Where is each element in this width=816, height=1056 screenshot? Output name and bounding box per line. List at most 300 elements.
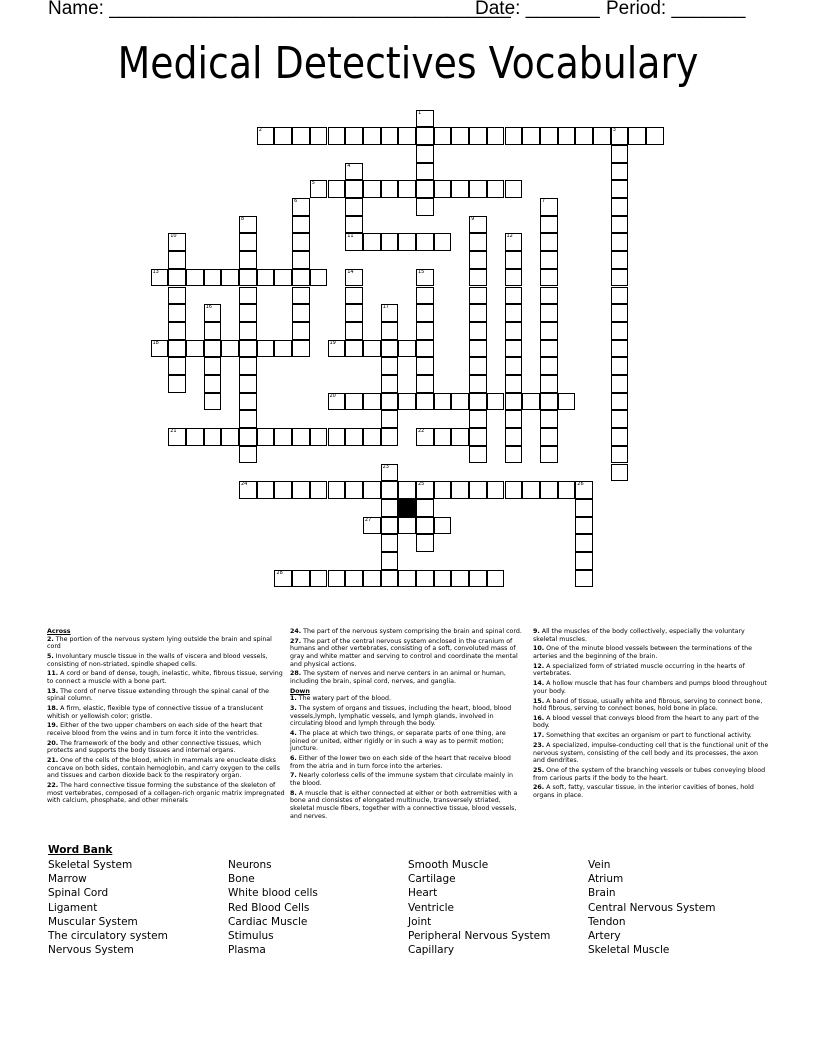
- crossword-cell[interactable]: [505, 304, 523, 322]
- crossword-cell[interactable]: [381, 464, 399, 482]
- crossword-cell[interactable]: [505, 287, 523, 305]
- crossword-cell[interactable]: [363, 180, 381, 198]
- word-bank-column: [588, 858, 715, 957]
- crossword-cell[interactable]: [239, 410, 257, 428]
- crossword-cell[interactable]: [292, 127, 310, 145]
- crossword-cell[interactable]: [593, 127, 611, 145]
- crossword-cell[interactable]: [540, 127, 558, 145]
- crossword-cell[interactable]: [381, 481, 399, 499]
- crossword-cell[interactable]: [363, 517, 381, 535]
- crossword-cell[interactable]: [611, 322, 629, 340]
- crossword-cell[interactable]: [274, 428, 292, 446]
- word-bank-item: Artery: [588, 930, 621, 943]
- crossword-cell[interactable]: [239, 287, 257, 305]
- crossword-cell[interactable]: [451, 180, 469, 198]
- crossword-cell[interactable]: [345, 269, 363, 287]
- crossword-cell[interactable]: [274, 481, 292, 499]
- crossword-cell[interactable]: [239, 357, 257, 375]
- clue-text: The system of organs and tissues, including the heart, blood, blood vessels,lymph, lymphatic vessels, and lymph glands, involved in circulating blood and lymph through the body.: [290, 705, 512, 728]
- crossword-cell[interactable]: [345, 428, 363, 446]
- crossword-cell[interactable]: [239, 304, 257, 322]
- crossword-cell[interactable]: [204, 340, 222, 358]
- crossword-cell[interactable]: [540, 216, 558, 234]
- crossword-cell[interactable]: [239, 393, 257, 411]
- crossword-cell[interactable]: [505, 233, 523, 251]
- crossword-cell[interactable]: [168, 375, 186, 393]
- crossword-cell[interactable]: [274, 340, 292, 358]
- crossword-cell[interactable]: [257, 340, 275, 358]
- crossword-cell[interactable]: [310, 127, 328, 145]
- crossword-cell[interactable]: [505, 375, 523, 393]
- clue-number: 15: [418, 268, 425, 275]
- crossword-cell[interactable]: [469, 375, 487, 393]
- crossword-cell[interactable]: [505, 340, 523, 358]
- crossword-cell[interactable]: [416, 534, 434, 552]
- crossword-cell[interactable]: [345, 570, 363, 588]
- crossword-cell[interactable]: [381, 340, 399, 358]
- crossword-cell[interactable]: [469, 233, 487, 251]
- crossword-cell[interactable]: [381, 428, 399, 446]
- crossword-cell[interactable]: [469, 393, 487, 411]
- crossword-cell[interactable]: [168, 340, 186, 358]
- crossword-cell[interactable]: [186, 428, 204, 446]
- clue: [47, 782, 285, 805]
- crossword-cell[interactable]: [292, 251, 310, 269]
- crossword-cell[interactable]: [363, 481, 381, 499]
- crossword-cell[interactable]: [540, 198, 558, 216]
- crossword-cell[interactable]: [540, 322, 558, 340]
- crossword-cell[interactable]: [434, 428, 452, 446]
- crossword-cell[interactable]: [416, 499, 434, 517]
- crossword-cell[interactable]: [611, 233, 629, 251]
- crossword-cell[interactable]: [487, 180, 505, 198]
- crossword-cell[interactable]: [416, 233, 434, 251]
- crossword-cell[interactable]: [292, 233, 310, 251]
- crossword-cell[interactable]: [522, 393, 540, 411]
- crossword-cell[interactable]: [345, 393, 363, 411]
- crossword-cell[interactable]: [469, 570, 487, 588]
- crossword-cell[interactable]: [416, 287, 434, 305]
- crossword-cell[interactable]: [505, 357, 523, 375]
- crossword-cell[interactable]: [416, 357, 434, 375]
- crossword-cell[interactable]: [328, 127, 346, 145]
- crossword-cell[interactable]: [292, 198, 310, 216]
- crossword-cell[interactable]: [381, 357, 399, 375]
- crossword-cell[interactable]: [487, 481, 505, 499]
- crossword-cell[interactable]: [310, 570, 328, 588]
- clue: [290, 755, 522, 770]
- crossword-cell[interactable]: [469, 428, 487, 446]
- crossword-cell[interactable]: [611, 393, 629, 411]
- crossword-cell[interactable]: [363, 127, 381, 145]
- crossword-cell[interactable]: [434, 517, 452, 535]
- crossword-cell[interactable]: [168, 251, 186, 269]
- crossword-cell[interactable]: [292, 322, 310, 340]
- crossword-cell[interactable]: [328, 340, 346, 358]
- crossword-cell[interactable]: [434, 570, 452, 588]
- crossword-cell[interactable]: [381, 180, 399, 198]
- crossword-cell[interactable]: [416, 180, 434, 198]
- crossword-cell[interactable]: [540, 410, 558, 428]
- crossword-cell[interactable]: [540, 304, 558, 322]
- crossword-cell[interactable]: [204, 304, 222, 322]
- clue-number: 20.: [47, 739, 59, 747]
- crossword-cell[interactable]: [381, 517, 399, 535]
- crossword-cell[interactable]: [221, 340, 239, 358]
- crossword-cell[interactable]: [274, 127, 292, 145]
- crossword-cell[interactable]: [416, 304, 434, 322]
- clue: [290, 638, 522, 668]
- crossword-cell[interactable]: [611, 145, 629, 163]
- crossword-cell[interactable]: [540, 251, 558, 269]
- crossword-cell[interactable]: [451, 393, 469, 411]
- crossword-cell[interactable]: [168, 428, 186, 446]
- crossword-cell[interactable]: [363, 340, 381, 358]
- crossword-cell[interactable]: [398, 233, 416, 251]
- crossword-cell[interactable]: [204, 428, 222, 446]
- word-bank-item: Vein: [588, 859, 611, 871]
- crossword-cell[interactable]: [151, 340, 169, 358]
- crossword-cell[interactable]: [239, 251, 257, 269]
- clue-number: 20: [329, 392, 336, 399]
- clue-text: Either of the lower two on each side of the heart that receive blood from the atria and in turn force into the arteries.: [290, 755, 511, 770]
- crossword-cell[interactable]: [292, 287, 310, 305]
- clue-text: The system of nerves and nerve centers in an animal or human, including the brain, spinal cord, nerves, and ganglia.: [290, 670, 506, 685]
- crossword-cell[interactable]: [540, 428, 558, 446]
- crossword-cell[interactable]: [416, 163, 434, 181]
- crossword-cell[interactable]: [381, 570, 399, 588]
- word-bank-item: Spinal Cord: [48, 887, 109, 900]
- clue-text: The part of the central nervous system enclosed in the cranium of humans and other vertebrates, consisting of a soft, convoluted mass of gray and white matter and serving to control and coordinate the mental and physical actions.: [290, 637, 518, 668]
- crossword-cell[interactable]: [381, 534, 399, 552]
- crossword-cell[interactable]: [416, 127, 434, 145]
- clue-number: 3.: [290, 705, 297, 713]
- word-bank-item: The circulatory system: [48, 930, 168, 943]
- crossword-cell[interactable]: [398, 393, 416, 411]
- crossword-cell[interactable]: [204, 375, 222, 393]
- crossword-cell[interactable]: [540, 357, 558, 375]
- crossword-cell[interactable]: [328, 180, 346, 198]
- clue-number: 6: [294, 198, 298, 204]
- crossword-cell[interactable]: [398, 517, 416, 535]
- crossword-cell[interactable]: [487, 570, 505, 588]
- crossword-cell[interactable]: [168, 322, 186, 340]
- crossword-cell[interactable]: [416, 269, 434, 287]
- crossword-cell[interactable]: [611, 357, 629, 375]
- clue-number: 21.: [47, 757, 59, 765]
- crossword-cell[interactable]: [416, 517, 434, 535]
- crossword-cell[interactable]: [292, 304, 310, 322]
- crossword-cell[interactable]: [575, 499, 593, 517]
- crossword-cell[interactable]: [416, 570, 434, 588]
- crossword-cell[interactable]: [469, 304, 487, 322]
- crossword-cell[interactable]: [575, 570, 593, 588]
- crossword-cell[interactable]: [575, 481, 593, 499]
- crossword-cell[interactable]: [646, 127, 664, 145]
- crossword-cell[interactable]: [381, 233, 399, 251]
- crossword-cell[interactable]: [292, 340, 310, 358]
- crossword-cell[interactable]: [416, 375, 434, 393]
- clue: [290, 670, 522, 685]
- clue-text: One of the minute blood vessels between the terminations of the arteries and the beginning of the brain.: [533, 645, 752, 660]
- crossword-cell[interactable]: [451, 481, 469, 499]
- crossword-cell[interactable]: [469, 481, 487, 499]
- word-bank-title: Word Bank: [48, 844, 113, 856]
- crossword-cell[interactable]: [345, 127, 363, 145]
- crossword-cell[interactable]: [345, 198, 363, 216]
- crossword-cell[interactable]: [558, 393, 576, 411]
- crossword-cell[interactable]: [168, 287, 186, 305]
- clue-number: 1: [418, 109, 422, 116]
- crossword-cell[interactable]: [292, 570, 310, 588]
- crossword-cell[interactable]: [186, 340, 204, 358]
- crossword-cell[interactable]: [469, 287, 487, 305]
- crossword-cell[interactable]: [505, 428, 523, 446]
- crossword-cell[interactable]: [540, 233, 558, 251]
- crossword-cell[interactable]: [168, 304, 186, 322]
- crossword-cell[interactable]: [345, 233, 363, 251]
- crossword-cell[interactable]: [434, 233, 452, 251]
- crossword-cell[interactable]: [611, 251, 629, 269]
- crossword-cell[interactable]: [611, 304, 629, 322]
- crossword-cell[interactable]: [239, 446, 257, 464]
- clue: [47, 740, 285, 755]
- crossword-cell[interactable]: [292, 216, 310, 234]
- crossword-cell[interactable]: [204, 357, 222, 375]
- period-field-label: Period: _______: [606, 0, 746, 19]
- crossword-cell[interactable]: [451, 428, 469, 446]
- crossword-cell[interactable]: [505, 180, 523, 198]
- crossword-cell[interactable]: [611, 163, 629, 181]
- crossword-cell[interactable]: [416, 393, 434, 411]
- crossword-cell[interactable]: [345, 322, 363, 340]
- crossword-cell[interactable]: [469, 269, 487, 287]
- crossword-cell[interactable]: [363, 570, 381, 588]
- crossword-cell[interactable]: [416, 481, 434, 499]
- crossword-cell[interactable]: [345, 304, 363, 322]
- crossword-cell[interactable]: [575, 534, 593, 552]
- crossword-cell[interactable]: [239, 322, 257, 340]
- crossword-cell[interactable]: [328, 428, 346, 446]
- crossword-cell[interactable]: [221, 428, 239, 446]
- crossword-cell[interactable]: [381, 393, 399, 411]
- crossword-cell[interactable]: [239, 375, 257, 393]
- crossword-cell[interactable]: [363, 428, 381, 446]
- crossword-cell[interactable]: [381, 499, 399, 517]
- crossword-cell[interactable]: [575, 552, 593, 570]
- crossword-cell[interactable]: [469, 322, 487, 340]
- crossword-cell[interactable]: [505, 269, 523, 287]
- crossword-cell[interactable]: [363, 393, 381, 411]
- crossword-cell[interactable]: [611, 340, 629, 358]
- clue-number: 18: [152, 339, 159, 346]
- crossword-cell[interactable]: [345, 163, 363, 181]
- crossword-cell[interactable]: [575, 517, 593, 535]
- crossword-cell[interactable]: [469, 340, 487, 358]
- crossword-cell[interactable]: [540, 393, 558, 411]
- clue: [290, 695, 522, 703]
- crossword-cell[interactable]: [505, 446, 523, 464]
- clue: [290, 705, 522, 728]
- crossword-cell[interactable]: [345, 340, 363, 358]
- crossword-cell[interactable]: [540, 287, 558, 305]
- crossword-cell[interactable]: [505, 481, 523, 499]
- clue: [47, 688, 285, 703]
- crossword-cell[interactable]: [611, 216, 629, 234]
- crossword-cell[interactable]: [274, 269, 292, 287]
- clue-number: 7.: [290, 772, 297, 780]
- crossword-cell[interactable]: [310, 428, 328, 446]
- crossword-cell[interactable]: [239, 428, 257, 446]
- crossword-cell[interactable]: [328, 481, 346, 499]
- crossword-cell[interactable]: [416, 322, 434, 340]
- crossword-cell[interactable]: [221, 269, 239, 287]
- crossword-cell[interactable]: [239, 269, 257, 287]
- crossword-cell[interactable]: [292, 269, 310, 287]
- clue-text: The part of the nervous system comprising the brain and spinal cord.: [303, 628, 522, 635]
- crossword-cell[interactable]: [151, 269, 169, 287]
- crossword-cell[interactable]: [505, 127, 523, 145]
- crossword-cell[interactable]: [505, 393, 523, 411]
- crossword-cell[interactable]: [204, 393, 222, 411]
- crossword-cell[interactable]: [469, 180, 487, 198]
- crossword-cell[interactable]: [540, 340, 558, 358]
- crossword-cell[interactable]: [611, 464, 629, 482]
- crossword-cell[interactable]: [345, 216, 363, 234]
- crossword-cell[interactable]: [451, 570, 469, 588]
- crossword-cell[interactable]: [469, 446, 487, 464]
- word-bank-item: Central Nervous System: [588, 901, 716, 914]
- clue-text: One of the system of the branching vessels or tubes conveying blood from carious parts if the body to the heart.: [533, 767, 766, 782]
- crossword-cell[interactable]: [292, 428, 310, 446]
- crossword-cell[interactable]: [204, 322, 222, 340]
- crossword-cell[interactable]: [469, 410, 487, 428]
- crossword-cell[interactable]: [469, 357, 487, 375]
- crossword-cell[interactable]: [168, 269, 186, 287]
- date-field-label: Date: _______: [475, 0, 600, 19]
- crossword-cell[interactable]: [398, 481, 416, 499]
- crossword-cell[interactable]: [239, 481, 257, 499]
- crossword-cell[interactable]: [558, 481, 576, 499]
- crossword-cell[interactable]: [611, 375, 629, 393]
- crossword-cell[interactable]: [611, 446, 629, 464]
- crossword-cell[interactable]: [257, 127, 275, 145]
- crossword-cell[interactable]: [381, 127, 399, 145]
- crossword-cell[interactable]: [239, 216, 257, 234]
- crossword-cell[interactable]: [487, 393, 505, 411]
- crossword-cell[interactable]: [611, 287, 629, 305]
- clue-number: 3: [612, 127, 616, 134]
- clue-number: 12: [506, 233, 513, 240]
- word-bank-item: Atrium: [588, 873, 624, 886]
- crossword-cell[interactable]: [469, 216, 487, 234]
- crossword-cell[interactable]: [416, 198, 434, 216]
- crossword-cell[interactable]: [558, 127, 576, 145]
- clue: [290, 730, 522, 753]
- crossword-cell[interactable]: [204, 269, 222, 287]
- crossword-cell[interactable]: [469, 127, 487, 145]
- crossword-cell[interactable]: [505, 251, 523, 269]
- crossword-cell[interactable]: [398, 180, 416, 198]
- crossword-cell[interactable]: [487, 127, 505, 145]
- crossword-cell[interactable]: [310, 269, 328, 287]
- crossword-cell[interactable]: [239, 233, 257, 251]
- crossword-cell[interactable]: [540, 446, 558, 464]
- crossword-cell[interactable]: [575, 127, 593, 145]
- crossword-cell[interactable]: [398, 570, 416, 588]
- crossword-cell[interactable]: [611, 198, 629, 216]
- crossword-cell[interactable]: [186, 269, 204, 287]
- crossword-cell[interactable]: [522, 481, 540, 499]
- crossword-cell[interactable]: [345, 481, 363, 499]
- crossword-cell[interactable]: [168, 357, 186, 375]
- crossword-cell[interactable]: [628, 127, 646, 145]
- crossword-cell[interactable]: [522, 127, 540, 145]
- crossword-cell[interactable]: [451, 127, 469, 145]
- crossword-cell[interactable]: [540, 375, 558, 393]
- crossword-cell[interactable]: [345, 180, 363, 198]
- crossword-cell[interactable]: [257, 428, 275, 446]
- clue-number: 5.: [47, 652, 54, 660]
- crossword-cell[interactable]: [416, 428, 434, 446]
- crossword-cell[interactable]: [416, 110, 434, 128]
- crossword-cell[interactable]: [257, 269, 275, 287]
- crossword-cell[interactable]: [381, 322, 399, 340]
- clue-text: A cord or band of dense, tough, inelastic, white, fibrous tissue, serving to connect a muscle with a bone part.: [47, 670, 283, 685]
- crossword-cell[interactable]: [434, 180, 452, 198]
- crossword-cell[interactable]: [257, 481, 275, 499]
- crossword-cell[interactable]: [398, 127, 416, 145]
- crossword-cell[interactable]: [328, 393, 346, 411]
- crossword-cell[interactable]: [398, 340, 416, 358]
- crossword-cell[interactable]: [611, 180, 629, 198]
- clue-number: 14: [347, 268, 354, 275]
- crossword-cell[interactable]: [611, 269, 629, 287]
- crossword-cell[interactable]: [611, 127, 629, 145]
- crossword-cell[interactable]: [540, 269, 558, 287]
- crossword-cell[interactable]: [274, 570, 292, 588]
- crossword-cell[interactable]: [239, 340, 257, 358]
- crossword-cell[interactable]: [381, 552, 399, 570]
- clue-number: 19.: [47, 722, 59, 730]
- crossword-cell[interactable]: [469, 251, 487, 269]
- crossword-cell[interactable]: [434, 481, 452, 499]
- crossword-cell[interactable]: [416, 145, 434, 163]
- crossword-cell[interactable]: [505, 322, 523, 340]
- crossword-cell[interactable]: [611, 428, 629, 446]
- crossword-cell[interactable]: [434, 393, 452, 411]
- crossword-cell[interactable]: [540, 481, 558, 499]
- clue-number: 19: [329, 339, 336, 346]
- crossword-cell[interactable]: [505, 410, 523, 428]
- word-bank-item: Bone: [228, 873, 255, 886]
- crossword-cell[interactable]: [345, 287, 363, 305]
- clue-text: A muscle that is either connected at either or both extremities with a bone and cionsistes of elongated multinucle, transversely striated, skeletal muscle fibers, together with a connective tissue, blood vessels, and nerves.: [290, 789, 518, 820]
- crossword-cell[interactable]: [168, 233, 186, 251]
- crossword-cell[interactable]: [611, 410, 629, 428]
- crossword-cell[interactable]: [292, 481, 310, 499]
- crossword-cell[interactable]: [381, 304, 399, 322]
- crossword-cell[interactable]: [416, 340, 434, 358]
- crossword-cell[interactable]: [328, 570, 346, 588]
- crossword-cell[interactable]: [363, 233, 381, 251]
- crossword-cell[interactable]: [310, 481, 328, 499]
- crossword-cell[interactable]: [381, 410, 399, 428]
- crossword-cell[interactable]: [381, 375, 399, 393]
- crossword-cell[interactable]: [310, 180, 328, 198]
- crossword-cell[interactable]: [434, 127, 452, 145]
- clue-number: 24: [241, 481, 248, 488]
